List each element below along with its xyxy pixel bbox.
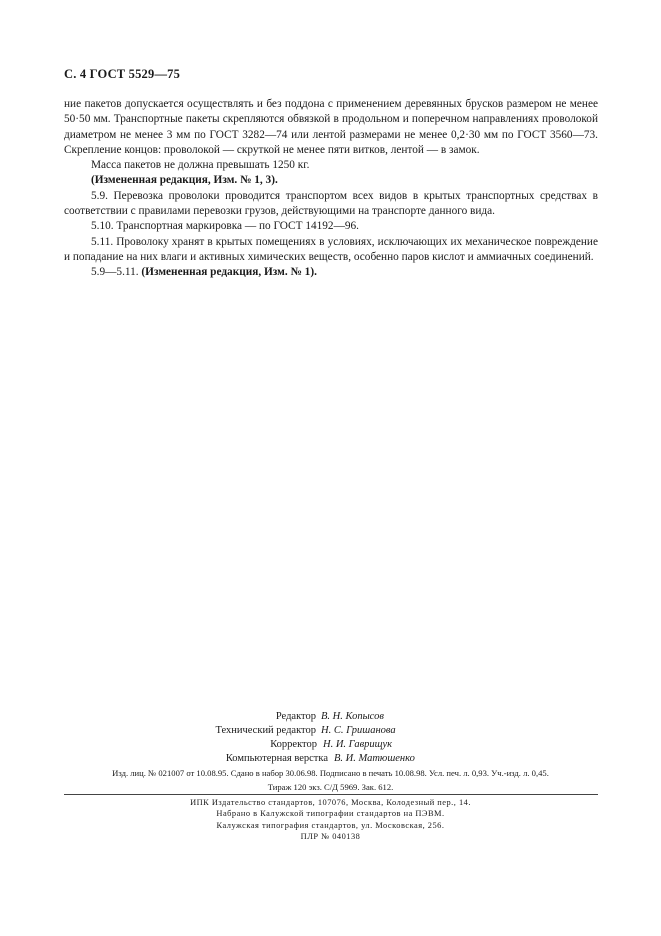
paragraph-revision-note-1: (Измененная редакция, Изм. № 1, 3). [91,174,278,187]
credit-name: Н. С. Гришанова [321,725,396,736]
imprint-line-2: Тираж 120 экз. С/Д 5969. Зак. 612. [267,781,394,792]
credit-role: Редактор [275,711,316,722]
credit-name: Н. И. Гаврищук [323,739,393,750]
publisher-line-4: ПЛР № 040138 [300,831,361,841]
divider-line [64,794,598,795]
credit-editor [0,710,661,724]
publisher-line-1: ИПК Издательство стандартов, 107076, Москва, Колодезный пер., 14. [190,798,471,807]
revision-note-2-prefix: 5.9—5.11. [91,266,142,279]
imprint-line-1: Изд. лиц. № 021007 от 10.08.95. Сдано в набор 30.06.98. Подписано в печать 10.08.98. Усл. печ. л. 0,93. Уч.-изд. л. 0,45. [112,768,549,778]
credit-tech-editor [0,724,661,738]
body-text [64,97,598,281]
paragraph-5-10: 5.10. Транспортная маркировка — по ГОСТ 14192—96. [91,220,359,233]
credit-name: В. Н. Копысов [321,711,384,722]
paragraph-revision-note-2 [64,265,598,280]
credit-role: Технический редактор [215,725,316,736]
publisher-line-3: Калужская типография стандартов, ул. Московская, 256. [216,820,445,830]
credit-role: Корректор [270,739,317,750]
paragraph-5-11: 5.11. Проволоку хранят в крытых помещениях в условиях, исключающих их механическое повреждение и попадание на них влаги и активных химических веществ, особенно паров кислот и аммиачных соединений. [64,235,598,263]
credit-proofreader [0,738,661,752]
imprint-block [0,767,661,794]
revision-note-2-bold: (Измененная редакция, Изм. № 1). [141,266,317,279]
credit-layout [0,752,661,766]
page-header: С. 4 ГОСТ 5529—75 [64,67,181,81]
credit-role: Компьютерная верстка [225,753,328,764]
credits-block [0,710,661,766]
paragraph-5-9: 5.9. Перевозка проволоки проводится транспортом всех видов в крытых транспортных средствах в соответствии с правилами перевозки грузов, действующими на транспорте данного вида. [64,189,598,218]
paragraph-packaging: ние пакетов допускается осуществлять и без поддона с применением деревянных брусков размером не менее 50·50 мм. Транспортные пакеты скрепляются обвязкой в продольном и поперечном направлениях проволокой диаметром не менее 3 мм по ГОСТ 3282—74 или лентой размерами не менее 0,2·30 мм по ГОСТ 3560—73. Скрепление концов: проволокой — скруткой не менее пяти витков, лентой — в замок. [64,98,598,156]
credit-name: В. И. Матюшенко [334,753,415,764]
publisher-line-2: Набрано в Калужской типографии стандартов на ПЭВМ. [216,809,445,819]
publisher-block [0,797,661,842]
paragraph-package-mass: Масса пакетов не должна превышать 1250 кг. [91,159,310,172]
